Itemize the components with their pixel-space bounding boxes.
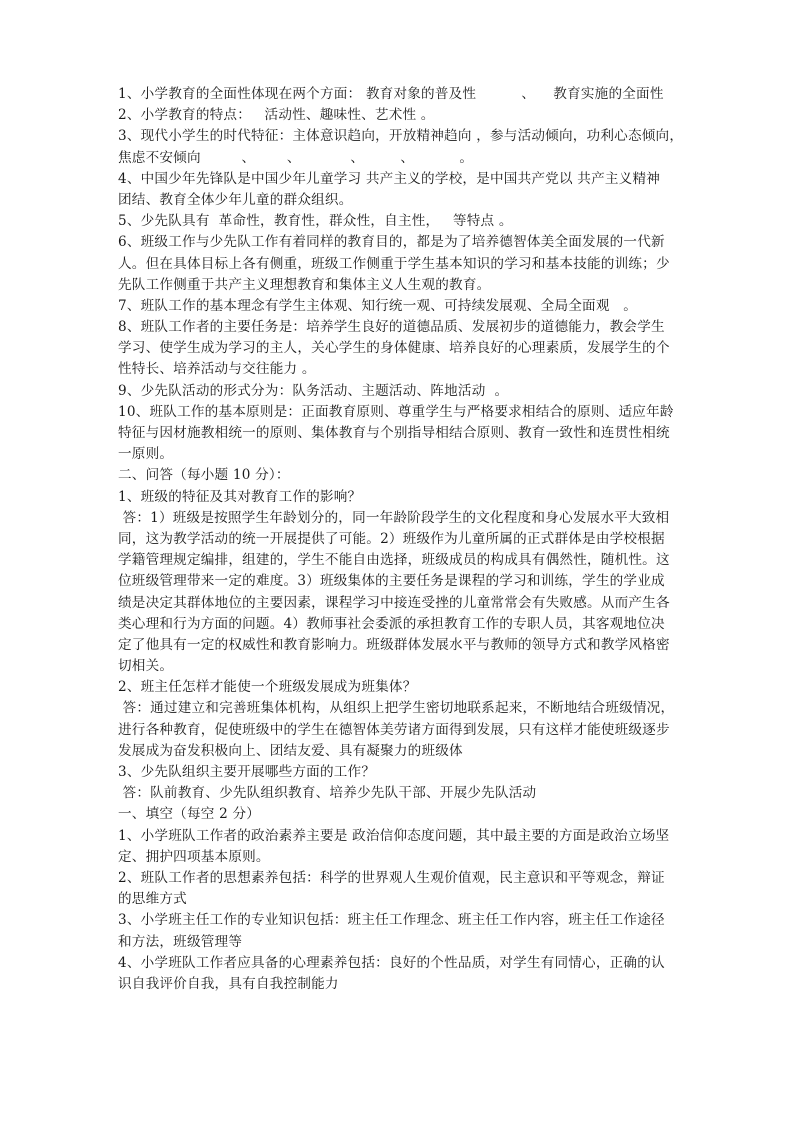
fill-item-2	[118, 105, 680, 126]
answer-line: 定了他具有一定的权威性和教育影响力。班级群体发展水平与教师的领导方式和教学风格密	[118, 636, 670, 653]
fill-item-10	[118, 402, 680, 466]
fill-b-item-4	[118, 953, 680, 995]
text-line: 8、班队工作者的主要任务是：培养学生良好的道德品质、发展初步的道德能力，教会学生	[118, 319, 665, 336]
answer-line: 类心理和行为方面的问题。4）教师事社会委派的承担教育工作的专职人员，其客观地位决	[118, 615, 665, 632]
text-line: 的思维方式	[118, 891, 187, 908]
text-line: 6、班级工作与少先队工作有着同样的教育目的，都是为了培养德智体美全面发展的一代新	[118, 234, 665, 251]
fill-b-item-2	[118, 868, 680, 910]
text-line: 性特长、培养活动与交往能力 。	[118, 361, 316, 378]
answer-line: 答：通过建立和完善班集体机构，从组织上把学生密切地联系起来，不断地结合班级情况，	[118, 700, 675, 717]
fill-item-3	[118, 126, 684, 168]
text-line: 2、小学教育的特点： 活动性、趣味性、艺术性 。	[118, 107, 435, 124]
text-line: 10、班队工作的基本原则是：正面教育原则、尊重学生与严格要求相结合的原则、适应年龄	[118, 403, 674, 420]
qa-2-question	[118, 677, 680, 698]
text-line: 一原则。	[118, 446, 174, 463]
question-line: 2、班主任怎样才能使一个班级发展成为班集体？	[118, 679, 417, 696]
text-line: 人。但在具体目标上各有侧重，班级工作侧重于学生基本知识的学习和基本技能的训练；少	[118, 255, 670, 272]
fill-item-8	[118, 317, 680, 381]
text-line: 学习、使学生成为学习的主人，关心学生的身体健康、培养良好的心理素质，发展学生的个	[118, 340, 670, 357]
heading-line: 二、问答（每小题 10 分）：	[118, 467, 290, 484]
question-line: 1、班级的特征及其对教育工作的影响？	[118, 488, 362, 505]
text-line: 5、少先队具有 革命性，教育性，群众性，自主性， 等特点 。	[118, 213, 513, 230]
qa-3-answer	[118, 783, 680, 804]
text-line: 2、班队工作者的思想素养包括：科学的世界观人生观价值观，民主意识和平等观念，辩证	[118, 869, 665, 886]
answer-line: 进行各种教育，促使班级中的学生在德智体美劳诸方面得到发展，只有这样才能使班级逐步	[118, 721, 670, 738]
fill-item-7	[118, 296, 680, 317]
text-line: 7、班队工作的基本理念有学生主体观、知行统一观、可持续发展观、全局全面观 。	[118, 297, 637, 314]
qa-1-question	[118, 487, 680, 508]
text-line: 和方法，班级管理等	[118, 933, 243, 950]
document-page	[118, 84, 684, 995]
text-line: 4、小学班队工作者应具备的心理素养包括：良好的个性品质，对学生有同情心，正确的认	[118, 954, 665, 971]
answer-line: 答：1）班级是按照学生年龄划分的，同一年龄阶段学生的文化程度和身心发展水平大致相	[118, 509, 670, 526]
text-line: 识自我评价自我，具有自我控制能力	[118, 975, 339, 992]
fill-item-9	[118, 381, 680, 402]
qa-2-answer	[118, 698, 680, 762]
fill-item-1	[118, 84, 680, 105]
answer-line: 切相关。	[118, 658, 174, 675]
answer-line: 同，这为教学活动的统一开展提供了可能。2）班级作为儿童所属的正式群体是由学校根据	[118, 530, 665, 547]
text-line: 定、拥护四项基本原则。	[118, 848, 270, 865]
heading-line: 一、填空（每空 2 分）	[118, 806, 261, 823]
answer-line: 发展成为奋发积极向上、团结友爱、具有凝聚力的班级体	[118, 742, 463, 759]
answer-line: 绩是决定其群体地位的主要因素，课程学习中接连受挫的儿童常常会有失败感。从而产生各	[118, 594, 670, 611]
fill-item-6	[118, 232, 680, 296]
question-line: 3、少先队组织主要开展哪些方面的工作？	[118, 764, 376, 780]
text-line: 先队工作侧重于共产主义理想教育和集体主义人生观的教育。	[118, 276, 491, 293]
fill-b-item-1	[118, 826, 680, 868]
text-line: 1、小学班队工作者的政治素养主要是 政治信仰态度问题，其中最主要的方面是政治立场坚	[118, 827, 670, 844]
text-line: 3、现代小学生的时代特征：主体意识趋向，开放精神趋向 ，参与活动倾向，功利心态倾向，	[118, 128, 684, 145]
qa-3-question	[118, 762, 680, 783]
text-line: 焦虑不安倾向 、 、 、 、 。	[118, 149, 474, 166]
answer-line: 学籍管理规定编排，组建的，学生不能自由选择，班级成员的构成具有偶然性，随机性。这	[118, 552, 670, 569]
qa-1-answer	[118, 508, 680, 678]
answer-line: 答：队前教育、少先队组织教育、培养少先队干部、开展少先队活动	[118, 785, 537, 802]
text-line: 3、小学班主任工作的专业知识包括：班主任工作理念、班主任工作内容，班主任工作途径	[118, 912, 665, 929]
text-line: 团结、教育全体少年儿童的群众组织。	[118, 191, 353, 208]
section-heading-fill	[118, 804, 680, 825]
fill-b-item-3	[118, 910, 680, 952]
text-line: 4、中国少年先锋队是中国少年儿童学习 共产主义的学校，是中国共产党以 共产主义精神	[118, 170, 661, 187]
text-line: 特征与因材施教相统一的原则、集体教育与个别指导相结合原则、教育一致性和连贯性相统	[118, 425, 670, 441]
answer-line: 位班级管理带来一定的难度。3）班级集体的主要任务是课程的学习和训练，学生的学业成	[118, 573, 665, 590]
text-line: 9、少先队活动的形式分为：队务活动、主题活动、阵地活动 。	[118, 382, 509, 399]
fill-item-4	[118, 169, 680, 211]
fill-item-5	[118, 211, 680, 232]
text-line: 1、小学教育的全面性体现在两个方面： 教育对象的普及性 、 教育实施的全面性	[118, 86, 664, 102]
section-heading-qa	[118, 465, 680, 486]
